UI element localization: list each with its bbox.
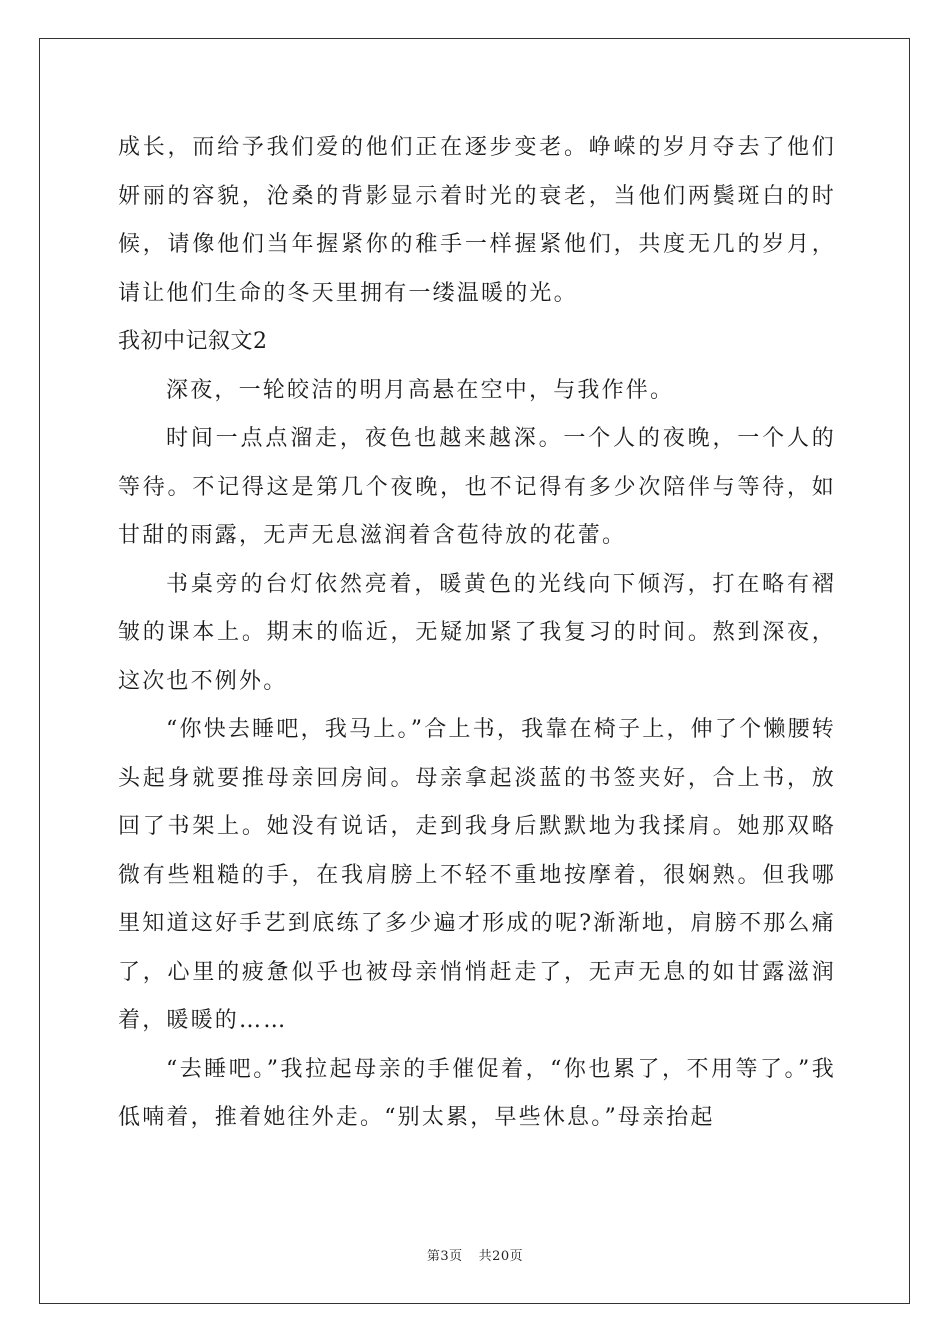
document-body xyxy=(118,124,836,1143)
paragraph-continuation: 成长，而给予我们爱的他们正在逐步变老。峥嵘的岁月夺去了他们妍丽的容貌，沧桑的背影显示着时光的衰老，当他们两鬓斑白的时候，请像他们当年握紧你的稚手一样握紧他们，共度无几的岁月，请让他们生命的冬天里拥有一缕温暖的光。 xyxy=(118,135,836,306)
section-heading: 我初中记叙文2 xyxy=(118,329,268,354)
paragraph: 深夜，一轮皎洁的明月高悬在空中，与我作伴。 xyxy=(166,377,675,403)
paragraph: 书桌旁的台灯依然亮着，暖黄色的光线向下倾泻，打在略有褶皱的课本上。期末的临近，无疑加紧了我复习的时间。熬到深夜，这次也不例外。 xyxy=(118,571,836,694)
paragraph: “你快去睡吧，我马上。”合上书，我靠在椅子上，伸了个懒腰转头起身就要推母亲回房间。母亲拿起淡蓝的书签夹好，合上书，放回了书架上。她没有说话，走到我身后默默地为我揉肩。她那双略微有些粗糙的手，在我肩膀上不轻不重地按摩着，很娴熟。但我哪里知道这好手艺到底练了多少遍才形成的呢?渐渐地，肩膀不那么痛了，心里的疲惫似乎也被母亲悄悄赶走了，无声无息的如甘露滋润着，暖暖的…… xyxy=(118,717,836,1033)
paragraph: 时间一点点溜走，夜色也越来越深。一个人的夜晚，一个人的等待。不记得这是第几个夜晚，也不记得有多少次陪伴与等待，如甘甜的雨露，无声无息滋润着含苞待放的花蕾。 xyxy=(118,426,836,548)
page-footer xyxy=(0,1245,950,1264)
paragraph: “去睡吧。”我拉起母亲的手催促着，“你也累了，不用等了。”我低喃着，推着她往外走。“别太累，早些休息。”母亲抬起 xyxy=(118,1056,836,1130)
page-total: 共20页 xyxy=(478,1249,524,1264)
page-number: 第3页 xyxy=(426,1249,463,1264)
